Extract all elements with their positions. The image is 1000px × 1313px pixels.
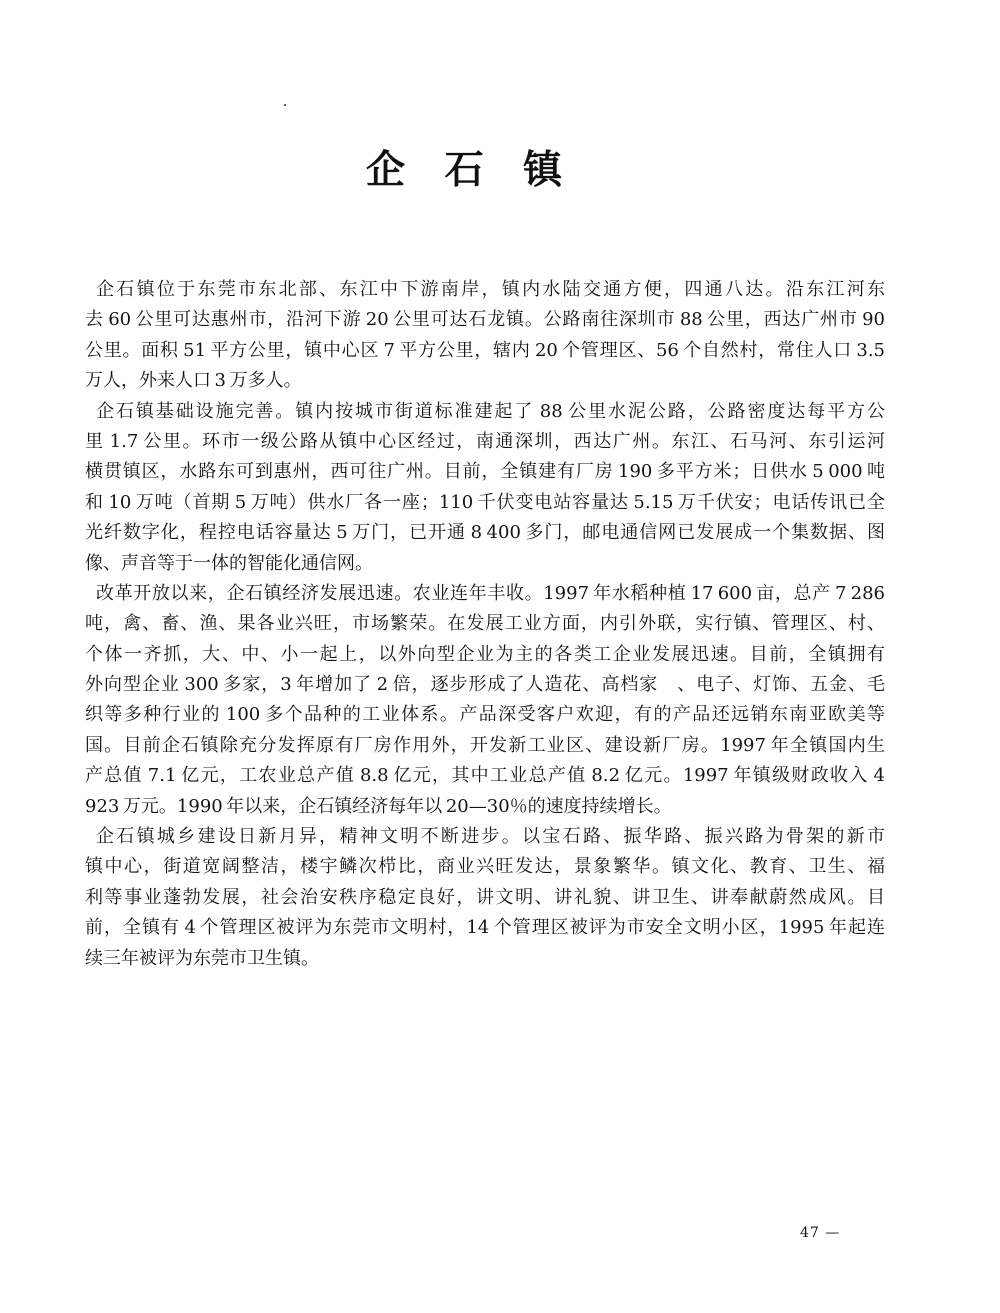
page-title: 企 石 镇 xyxy=(366,147,563,193)
text-line: 企石镇城乡建设日新月异，精神文明不断进步。以宝石路、振华路、振兴路为骨架的新市 xyxy=(96,826,885,848)
text-line: 里 1.7 公里。环市一级公路从镇中心区经过，南通深圳，西达广州。东江、石马河、东引运河 xyxy=(85,430,885,452)
text-line: 产总值 7.1 亿元，工农业总产值 8.8 亿元，其中工业总产值 8.2 亿元。1997 年镇级财政收入 4 xyxy=(85,765,885,787)
text-line: 和 10 万吨（首期 5 万吨）供水厂各一座；110 千伏变电站容量达 5.15 万千伏安；电话传讯已全 xyxy=(85,491,885,513)
text-line: 续三年被评为东莞市卫生镇。 xyxy=(85,947,319,969)
text-line: 改革开放以来，企石镇经济发展迅速。农业连年丰收。1997 年水稻种植 17 600 亩，总产 7 286 xyxy=(96,582,885,604)
text-line: 国。目前企石镇除充分发挥原有厂房作用外，开发新工业区、建设新厂房。1997 年全镇国内生 xyxy=(85,734,885,756)
text-line: 前，全镇有 4 个管理区被评为东莞市文明村，14 个管理区被评为市安全文明小区，1995 年起连 xyxy=(85,917,885,939)
text-line: 利等事业蓬勃发展，社会治安秩序稳定良好，讲文明、讲礼貌、讲卫生、讲奉献蔚然成风。目 xyxy=(85,886,885,908)
text-line: 吨，禽、畜、渔、果各业兴旺，市场繁荣。在发展工业方面，内引外联，实行镇、管理区、村、 xyxy=(85,613,885,635)
text-line: 去 60 公里可达惠州市，沿河下游 20 公里可达石龙镇。公路南往深圳市 88 公里，西达广州市 90 xyxy=(85,309,885,331)
text-line: 镇中心，街道宽阔整洁，楼宇鳞次栉比，商业兴旺发达，景象繁华。镇文化、教育、卫生、福 xyxy=(85,856,885,878)
text-line: 个体一齐抓，大、中、小一起上，以外向型企业为主的各类工企业发展迅速。目前，全镇拥有 xyxy=(85,643,885,665)
text-line: 横贯镇区，水路东可到惠州，西可往广州。目前，全镇建有厂房 190 多平方米；日供水 5 000 吨 xyxy=(85,461,885,483)
text-line: 公里。面积 51 平方公里，镇中心区 7 平方公里，辖内 20 个管理区、56 个自然村，常住人口 3.5 xyxy=(85,339,885,361)
text-line: 企石镇位于东莞市东北部、东江中下游南岸，镇内水陆交通方便，四通八达。沿东江河东 xyxy=(96,279,885,300)
text-line: 万人，外来人口 3 万多人。 xyxy=(85,370,302,392)
text-line: 织等多种行业的 100 多个品种的工业体系。产品深受客户欢迎，有的产品还远销东南亚欧美等 xyxy=(85,704,885,726)
text-line: 光纤数字化，程控电话容量达 5 万门，已开通 8 400 多门，邮电通信网已发展成一个集数据、图 xyxy=(85,522,885,544)
article-body xyxy=(85,275,885,974)
text-line: 外向型企业 300 多家，3 年增加了 2 倍，逐步形成了人造花、高档家 、电子、灯饰、五金、毛 xyxy=(85,674,885,696)
scan-speck xyxy=(284,104,286,106)
text-line: 923 万元。1990 年以来，企石镇经济每年以 20—30％的速度持续增长。 xyxy=(85,795,672,817)
text-line: 企石镇基础设施完善。镇内按城市街道标准建起了 88 公里水泥公路，公路密度达每平方公 xyxy=(96,400,885,422)
text-line: 像、声音等于一体的智能化通信网。 xyxy=(85,552,373,574)
page-number: 47 — xyxy=(800,1225,841,1241)
